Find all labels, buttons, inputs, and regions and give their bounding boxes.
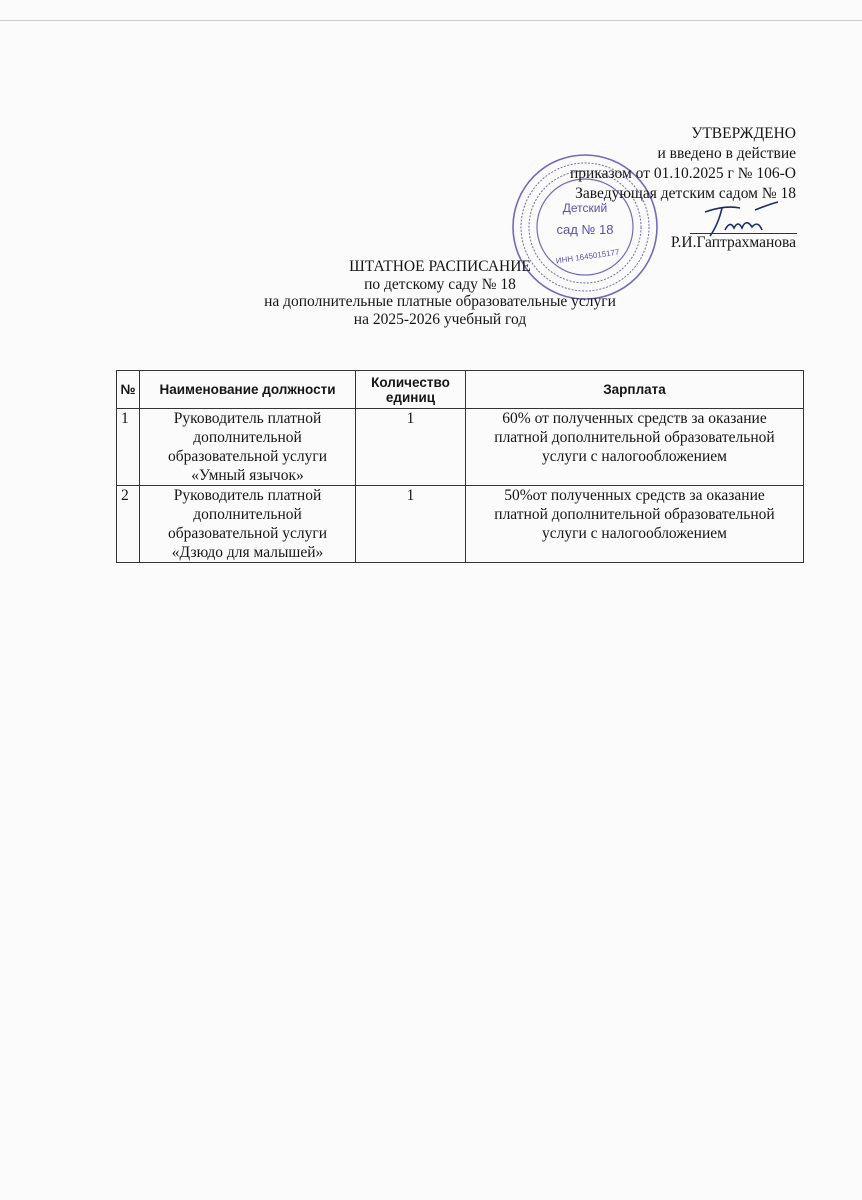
approval-block <box>570 124 796 204</box>
header-salary: Зарплата <box>466 371 804 409</box>
header-position: Наименование должности <box>140 371 356 409</box>
header-count: Количество единиц <box>356 371 466 409</box>
subtitle-line: на 2025-2026 учебный год <box>353 310 527 328</box>
cell-position: Руководитель платной дополнительной образовательной услуги «Дзюдо для малышей» <box>140 486 356 563</box>
table-header-row <box>117 371 804 409</box>
staff-table <box>116 370 804 563</box>
approval-line: и введено в действие <box>657 145 796 162</box>
table-row <box>117 486 804 563</box>
cell-salary: 60% от полученных средств за оказание платной дополнительной образовательной услуги с налогообложением <box>466 409 804 486</box>
approval-line: Заведующая детским садом № 18 <box>575 185 796 202</box>
cell-count: 1 <box>356 486 466 563</box>
cell-num: 2 <box>117 486 140 563</box>
cell-salary: 50%от полученных средств за оказание платной дополнительной образовательной услуги с налогообложением <box>466 486 804 563</box>
subtitle-line: по детскому саду № 18 <box>364 275 516 293</box>
title-line: ШТАТНОЕ РАСПИСАНИЕ <box>349 258 531 275</box>
cell-num: 1 <box>117 409 140 486</box>
signer-name: Р.И.Гаптрахманова <box>670 234 796 251</box>
approval-line: УТВЕРЖДЕНО <box>691 125 796 142</box>
cell-position: Руководитель платной дополнительной образовательной услуги «Умный язычок» <box>140 409 356 486</box>
subtitle-line: на дополнительные платные образовательные услуги <box>264 293 616 310</box>
header-num: № <box>117 371 140 409</box>
cell-count: 1 <box>356 409 466 486</box>
scan-edge-line <box>0 20 862 21</box>
approval-line: приказом от 01.10.2025 г № 106-О <box>569 165 796 182</box>
table-row <box>117 409 804 486</box>
stamp-text-line1: Детский <box>562 201 608 215</box>
stamp-text-line2: сад № 18 <box>556 222 614 237</box>
document-title <box>140 258 740 328</box>
stamp-inn: ИНН 1645015177 <box>555 247 620 266</box>
